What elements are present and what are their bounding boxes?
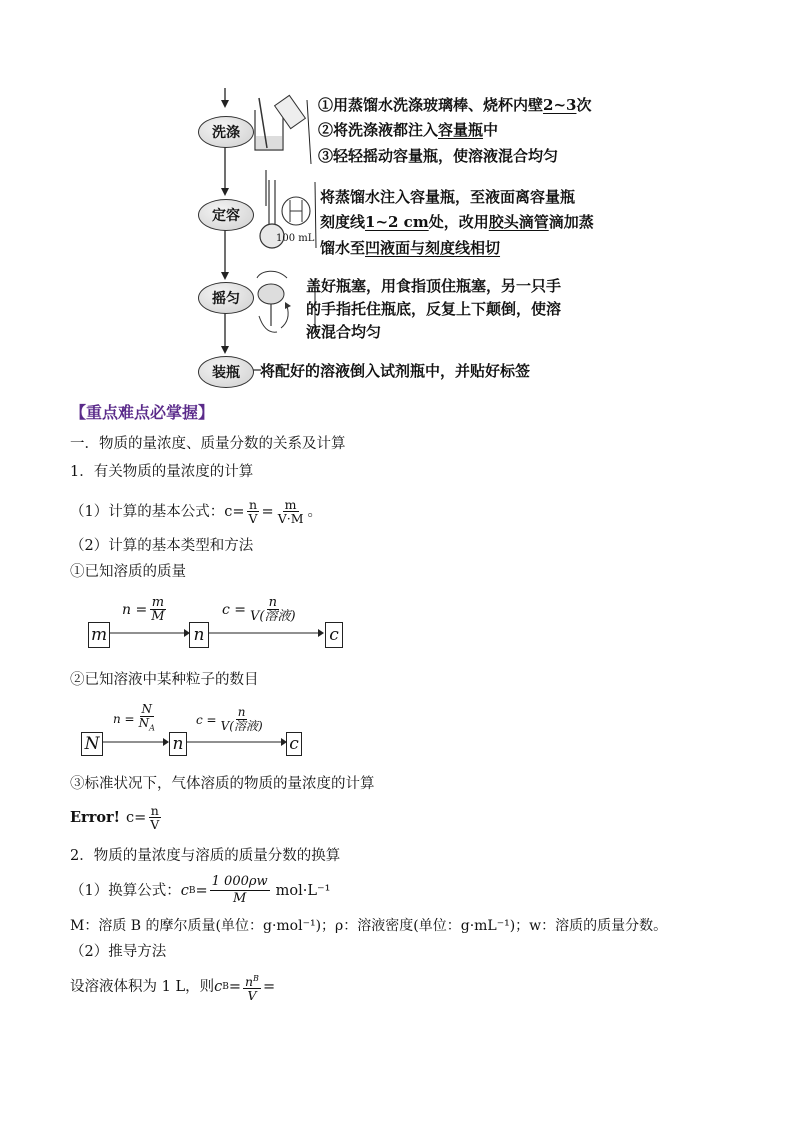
case1-formula-1: n = $\frac{m}{M}$	[122, 595, 165, 624]
heading-1-1: 1．有关物质的量浓度的计算	[70, 464, 254, 480]
section-title: 【重点难点必掌握】	[70, 403, 215, 422]
case1-title: ①已知溶质的质量	[70, 564, 186, 580]
wash-bottle-icon	[275, 95, 306, 128]
box-N: N	[81, 732, 103, 756]
box-n: n	[189, 622, 209, 648]
heading-1: 一．物质的量浓度、质量分数的关系及计算	[70, 436, 346, 452]
step-wash	[198, 116, 254, 148]
conversion-formula: （1）换算公式： c B = $\frac{1 000\rho w}{M}$ mol·L⁻¹	[70, 874, 331, 906]
box-c: c	[325, 622, 343, 648]
case1-arrows	[108, 628, 328, 638]
case3-title: ③标准状况下，气体溶质的物质的量浓度的计算	[70, 776, 375, 792]
step-shake	[198, 282, 254, 314]
make-volume-line-3: 馏水至凹液面与刻度线相切	[320, 239, 501, 257]
step-make-volume	[198, 199, 254, 231]
derivation-formula: 设溶液体积为 1 L，则 c B = $\frac{n^B}{V}$ =	[70, 974, 276, 1004]
calc-types-heading: （2）计算的基本类型和方法	[70, 538, 254, 554]
wash-line-3: ③轻轻摇动容量瓶，使溶液混合均匀	[318, 147, 559, 165]
shaking-flask-icon	[258, 284, 284, 304]
wash-line-2: ②将洗涤液都注入容量瓶中	[318, 121, 499, 139]
shake-line-1: 盖好瓶塞，用食指顶住瓶塞，另一只手	[306, 277, 562, 295]
step-shake-label: 摇匀	[212, 291, 240, 307]
make-volume-line-2: 刻度线1~2 cm处，改用胶头滴管滴加蒸	[320, 213, 594, 231]
basic-formula: （1）计算的基本公式：c= $\frac{n}{V}$ = $\frac{m}{V\cdot M}$ 。	[70, 497, 322, 526]
case2-formula-1: n = $\frac{N}{N_A}$	[113, 702, 155, 733]
box-m: m	[88, 622, 110, 648]
step-bottle	[198, 356, 254, 388]
derivation-heading: （2）推导方法	[70, 944, 167, 960]
shake-line-2: 的手指托住瓶底，反复上下颠倒，使溶	[306, 300, 562, 318]
step-bottle-label: 装瓶	[212, 365, 240, 381]
box-n2: n	[169, 732, 187, 756]
make-volume-line-1: 将蒸馏水注入容量瓶，至液面离容量瓶	[320, 188, 576, 206]
case3-formula: Error! c= $\frac{n}{V}$	[70, 803, 160, 832]
step-make-volume-label: 定容	[212, 208, 240, 224]
box-c2: c	[286, 732, 302, 756]
step-wash-label: 洗涤	[212, 125, 240, 141]
case2-title: ②已知溶液中某种粒子的数目	[70, 672, 259, 688]
bottle-line: 将配好的溶液倒入试剂瓶中，并贴好标签	[260, 362, 531, 380]
case2-arrows	[101, 737, 291, 747]
wash-line-1: ①用蒸馏水洗涤玻璃棒、烧杯内壁2~3次	[318, 96, 592, 114]
heading-1-2: 2．物质的量浓度与溶质的质量分数的换算	[70, 848, 341, 864]
volume-mark-label: 100 mL	[276, 233, 315, 244]
case2-formula-2: c = $\frac{n}{\text{V(溶液)}}$	[196, 705, 263, 733]
shake-line-3: 液混合均匀	[306, 323, 382, 341]
case1-formula-2: c = $\frac{n}{\text{V(溶液)}}$	[222, 595, 296, 624]
variables-definition: M：溶质 B 的摩尔质量(单位：g·mol⁻¹)；ρ：溶液密度(单位：g·mL⁻¹)；w：溶质的质量分数。	[70, 918, 668, 934]
